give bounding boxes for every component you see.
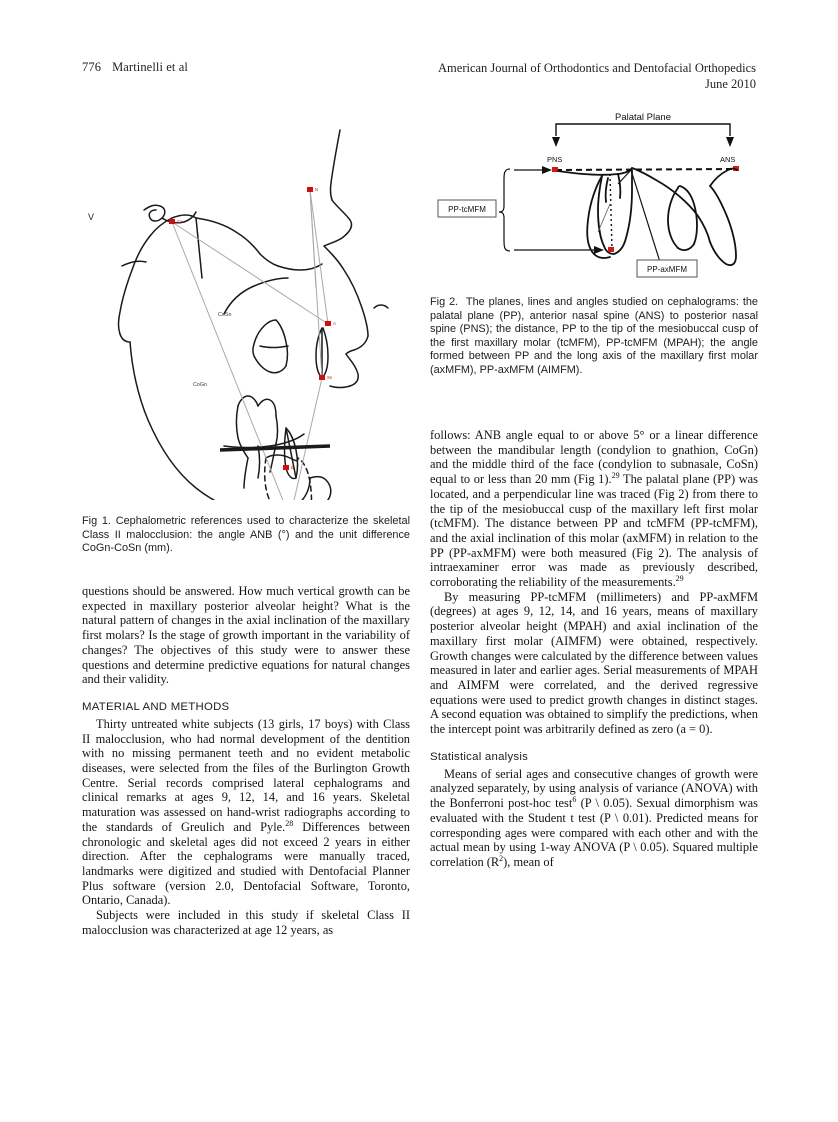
criteria-text-b: The palatal plane (PP) was located, and a perpendicular line was traced (Fig 2) from there to the tip of the mesiobuccal cusp of the maxillary left first molar (tcMFM). The distance between PP and tcMFM (PP-tcMFM), and the axial inclination of this molar (axMFM) in relation to the PP (PP-axMFM) were both measured (Fig 2). The analysis of intraexaminer error was made as previously described, corroborating the reliability of the measurements. — [430, 472, 759, 590]
heading-statistical-analysis: Statistical analysis — [430, 750, 529, 763]
stats-text-a: Means of serial ages and consecutive changes of growth were analyzed separately, by using analysis of variance (ANOVA) with the Bonferroni post-hoc test — [430, 766, 758, 811]
fig1-label: Fig 1. — [82, 515, 111, 527]
pp-tcmfm-bracket — [499, 169, 510, 251]
spacer — [430, 737, 758, 751]
cephalometric-tracing-svg — [78, 128, 418, 500]
fig2-label-pp-tcmfm: PP-tcMFM — [448, 205, 486, 214]
running-head-authors: Martinelli et al — [112, 60, 188, 74]
palatal-plane-arrow-right — [726, 137, 734, 147]
stats-text-b: (P \ 0.05). Sexual dimorphism was evaluated with the Student t test (P \ 0.01). Predicted means for corresponding ages were compared with each other and with the actual mean by using 1-way ANOVA (P \ 0.05). Squared multiple correlation (R — [430, 796, 758, 869]
svg-text:Sn: Sn — [327, 375, 333, 380]
svg-text:Co: Co — [177, 219, 183, 224]
journal-title: American Journal of Orthodontics and Dentofacial Orthopedics — [438, 61, 756, 75]
paragraph-criteria — [430, 428, 758, 590]
stats-text-c: ), mean of — [503, 854, 554, 869]
svg-text:B: B — [291, 465, 294, 470]
fig2-caption-body: The planes, lines and angles studied on cephalograms: the palatal plane (PP), anterior nasal spine (ANS) to posterior nasal spine (PNS); the distance, PP to the tip of the mesiobuccal cusp of the first maxillary molar (tcMFM), PP-tcMFM (MPAH); the angle formed between PP and the long axis of the maxillary first molar (axMFM), PP-axMFM (AIMFM). — [430, 296, 758, 376]
figure-1-caption — [82, 515, 410, 556]
svg-text:A: A — [333, 321, 336, 326]
figure-1-image — [78, 128, 418, 500]
landmark-points — [169, 187, 331, 500]
paragraph-objectives: questions should be answered. How much vertical growth can be expected in maxillary posterior alveolar height? What is the natural pattern of changes in the axial inclination of the maxillary first molars? Is the stage of growth important in the variability of changes? The objectives of this study were to answer these questions and determine predictive equations for natural changes and their validity. — [82, 584, 410, 687]
molar-long-axis — [610, 174, 612, 250]
fig2-label-ans: ANS — [720, 155, 736, 164]
reference-marker-29b: 29 — [675, 573, 684, 583]
palatal-plane-line — [556, 169, 736, 170]
right-column-text — [430, 428, 758, 870]
svg-text:N: N — [315, 187, 319, 192]
pp-axmfm-leader — [631, 170, 660, 262]
paragraph-subjects — [82, 717, 410, 908]
fig2-caption-text — [430, 296, 758, 378]
fig1-caption-body: Cephalometric references used to characterize the skeletal Class II malocclusion: the angle ANB (°) and the unit difference CoGn-CoSn (mm). — [82, 515, 410, 555]
fig1-label-cogn: CoGn — [193, 382, 208, 388]
running-head — [82, 60, 756, 100]
paragraph-measurements: By measuring PP-tcMFM (millimeters) and PP-axMFM (degrees) at ages 9, 12, 14, and 16 years, means of maxillary posterior alveolar height (MPAH) and axial inclination of the maxillary first molar (AIMFM) were obtained, respectively. Growth changes were calculated by the difference between values measured in later and earlier ages. Serial measurements of MPAH and AIMFM were correlated, and the derived regressive equations were used to predict growth changes in distinct stages. A second equation was obtained to simplify the predictions, when the intercept point was arbitrarily defined as zero (a = 0). — [430, 589, 758, 737]
reference-marker-6: 6 — [572, 795, 577, 805]
pp-tcmfm-arrow-bottom — [594, 246, 604, 254]
fig2-label: Fig 2. — [430, 296, 459, 308]
pp-tcmfm-arrow-top — [542, 166, 552, 174]
running-head-right — [438, 60, 756, 92]
pns-point — [552, 167, 558, 172]
figure-2-image — [432, 112, 762, 287]
palatal-plane-arrow-left — [552, 137, 560, 147]
heading-material-and-methods: MATERIAL AND METHODS — [82, 700, 230, 713]
left-column-text — [82, 584, 410, 937]
paragraph-inclusion: Subjects were included in this study if skeletal Class II malocclusion was characterized at age 12 years, as — [82, 908, 410, 937]
fig1-label-v: V — [88, 212, 95, 222]
page-number: 776 — [82, 60, 102, 74]
superscript-squared: 2 — [499, 853, 504, 863]
reference-marker-29a: 29 — [611, 470, 620, 480]
methods-text-a: Thirty untreated white subjects (13 girls, 17 boys) with Class II malocclusion, who had normal development of the dentition with no missing permanent teeth and no evident metabolic diseases, were selected from the files of the Burlington Growth Centre. Serial records comprised lateral cephalograms and clinical remarks at ages 9, 12, 14, and 16 years. Skeletal maturation was assessed on hand-wrist radiographs according to the standards of Greulich and Pyle. — [82, 716, 410, 834]
cosn-line — [172, 222, 328, 324]
fig2-label-pp-axmfm: PP-axMFM — [647, 265, 687, 274]
spacer — [82, 687, 410, 701]
palatal-plane-diagram-svg — [432, 112, 762, 287]
fig2-label-pns: PNS — [547, 155, 563, 164]
figure-2-caption — [430, 296, 758, 378]
fig1-caption-text — [82, 515, 410, 556]
criteria-text-a: follows: ANB angle equal to or above 5° or a linear difference between the mandibular length (condylion to gnathion, CoGn) and the middle third of the face (condylion to subnasale, CoSn) equal to or less than 20 mm (Fig 1). — [430, 428, 758, 487]
tcmfm-point — [608, 247, 614, 252]
running-head-left — [82, 60, 188, 75]
fig2-label-palatal-plane: Palatal Plane — [615, 112, 671, 123]
reference-marker-28: 28 — [285, 818, 294, 828]
paragraph-statistics — [430, 767, 758, 870]
palatal-plane-bracket — [556, 124, 730, 136]
methods-text-b: Differences between chronologic and skeletal ages did not exceed 2 years in either direction. After the cephalograms were manually traced, landmarks were digitized and studied with Dentofacial Planner Plus software (version 2.0, Dentofacial Software, Toronto, Ontario, Canada). — [82, 819, 410, 908]
fig1-label-cosn: CoSn — [218, 312, 232, 318]
issue-date: June 2010 — [704, 77, 756, 91]
